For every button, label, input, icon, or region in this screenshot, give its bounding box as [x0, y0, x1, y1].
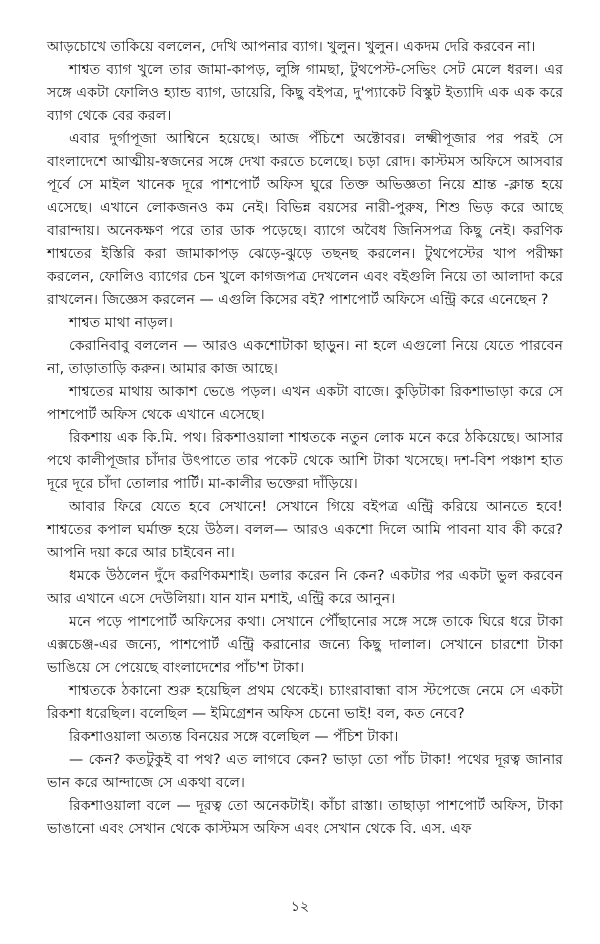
- paragraph: কেরানিবাবু বললেন — আরও একশোটাকা ছাড়ুন। না হলে এগুলো নিয়ে যেতে পারবেন না, তাড়াতাড়ি করুন। আমার কাজ আছে।: [47, 338, 563, 377]
- paragraph: রিকশায় এক কি.মি. পথ। রিকশাওয়ালা শাশ্বতকে নতুন লোক মনে করে ঠকিয়েছে। আসার পথে কালীপূজার চাঁদার উৎপাতে তার পকেট থেকে আশি টাকা খসেছে। দশ-বিশ পঞ্চাশ হাত দূরে দূরে চাঁদা তোলার পার্টি। মা-কালীর ভক্তেরা দাঁড়িয়ে।: [47, 430, 563, 492]
- paragraph: — কেন? কতটুকুই বা পথ? এত লাগবে কেন? ভাড়া তো পাঁচ টাকা! পথের দূরত্ব জানার ভান করে আন্দাজে সে একথা বলে।: [47, 752, 563, 791]
- paragraph: রিকশাওয়ালা বলে — দূরত্ব তো অনেকটাই। কাঁচা রাস্তা। তাছাড়া পাশপোর্ট অফিস, টাকা ভাঙানো এবং সেখান থেকে কাস্টমস অফিস এবং সেখান থেকে বি. এস. এফ: [47, 798, 563, 837]
- paragraph: রিকশাওয়ালা অত্যন্ত বিনয়ের সঙ্গে বলেছিল — পঁচিশ টাকা।: [69, 729, 399, 745]
- document-page: [47, 36, 563, 841]
- paragraph: শাশ্বতকে ঠকানো শুরু হয়েছিল প্রথম থেকেই। চ্যাংরাবান্ধা বাস স্টপেজে নেমে সে একটা রিকশা ধরেছিল। বলেছিল — ইমিগ্রেশন অফিস চেনো ভাই! বল, কত নেবে?: [47, 683, 563, 722]
- paragraph: ধমকে উঠলেন দুঁদে করণিকমশাই। ডলার করেন নি কেন? একটার পর একটা ভুল করবেন আর এখানে এসে দেউলিয়া। যান যান মশাই, এন্ট্রি করে আনুন।: [47, 568, 563, 607]
- paragraph: শাশ্বত ব্যাগ খুলে তার জামা-কাপড়, লুঙ্গি গামছা, টুথপেস্ট-সেভিং সেট মেলে ধরল। এর সঙ্গে একটা ফোলিও হ্যান্ড ব্যাগ, ডায়েরি, কিছু বইপত্র, দু'প্যাকেট বিস্কুট ইত্যাদি এক এক করে ব্যাগ থেকে বের করল।: [47, 62, 563, 124]
- paragraph: শাশ্বতের মাথায় আকাশ ভেঙে পড়ল। এখন একটা বাজে। কুড়িটাকা রিকশাভাড়া করে সে পাশপোর্ট অফিস থেকে এখানে এসেছে।: [47, 384, 563, 423]
- page-number: ১২: [290, 899, 310, 915]
- paragraph: শাশ্বত মাথা নাড়ল।: [69, 315, 173, 331]
- paragraph: আড়চোখে তাকিয়ে বললেন, দেখি আপনার ব্যাগ। খুলুন। খুলুন। একদম দেরি করবেন না।: [47, 39, 536, 55]
- paragraph: এবার দুর্গাপূজা আশ্বিনে হয়েছে। আজ পঁচিশে অক্টোবর। লক্ষ্মীপূজার পর পরই সে বাংলাদেশে আত্মীয়-স্বজনের সঙ্গে দেখা করতে চলেছে। চড়া রোদ। কাস্টমস অফিসে আসবার পূর্বে সে মাইল খানেক দূরে পাশপোর্ট অফিস ঘুরে তিক্ত অভিজ্ঞতা নিয়ে শ্রান্ত -ক্লান্ত হয়ে এসেছে। এখানে লোকজনও কম নেই। বিভিন্ন বয়সের নারী-পুরুষ, শিশু ভিড় করে আছে বারান্দায়। অনেকক্ষণ পরে তার ডাক পড়েছে। ব্যাগে অবৈধ জিনিসপত্র কিছু নেই। করণিক শাশ্বতের ইস্তিরি করা জামাকাপড় ঝেড়ে-ঝুড়ে তছনছ করলেন। টুথপেস্টের খাপ পরীক্ষা করলেন, ফোলিও ব্যাগের চেন খুলে কাগজপত্র দেখলেন এবং বইগুলি নিয়ে তা আলাদা করে রাখলেন। জিজ্ঞেস করলেন — এগুলি কিসের বই? পাশপোর্ট অফিসে এন্ট্রি করে এনেছেন ?: [47, 131, 563, 308]
- paragraph: আবার ফিরে যেতে হবে সেখানে! সেখানে গিয়ে বইপত্র এন্ট্রি করিয়ে আনতে হবে! শাশ্বতের কপাল ঘর্মাক্ত হয়ে উঠল। বলল— আরও একশো দিলে আমি পাবনা যাব কী করে? আপনি দয়া করে আর চাইবেন না।: [47, 499, 563, 561]
- paragraph: মনে পড়ে পাশপোর্ট অফিসের কথা। সেখানে পৌঁছানোর সঙ্গে সঙ্গে তাকে ঘিরে ধরে টাকা এক্সচেঞ্জ-এর জন্যে, পাশপোর্ট এন্ট্রি করানোর জন্যে কিছু দালাল। সেখানে চারশো টাকা ভাঙিয়ে সে পেয়েছে বাংলাদেশের পাঁচ'শ টাকা।: [47, 614, 563, 676]
